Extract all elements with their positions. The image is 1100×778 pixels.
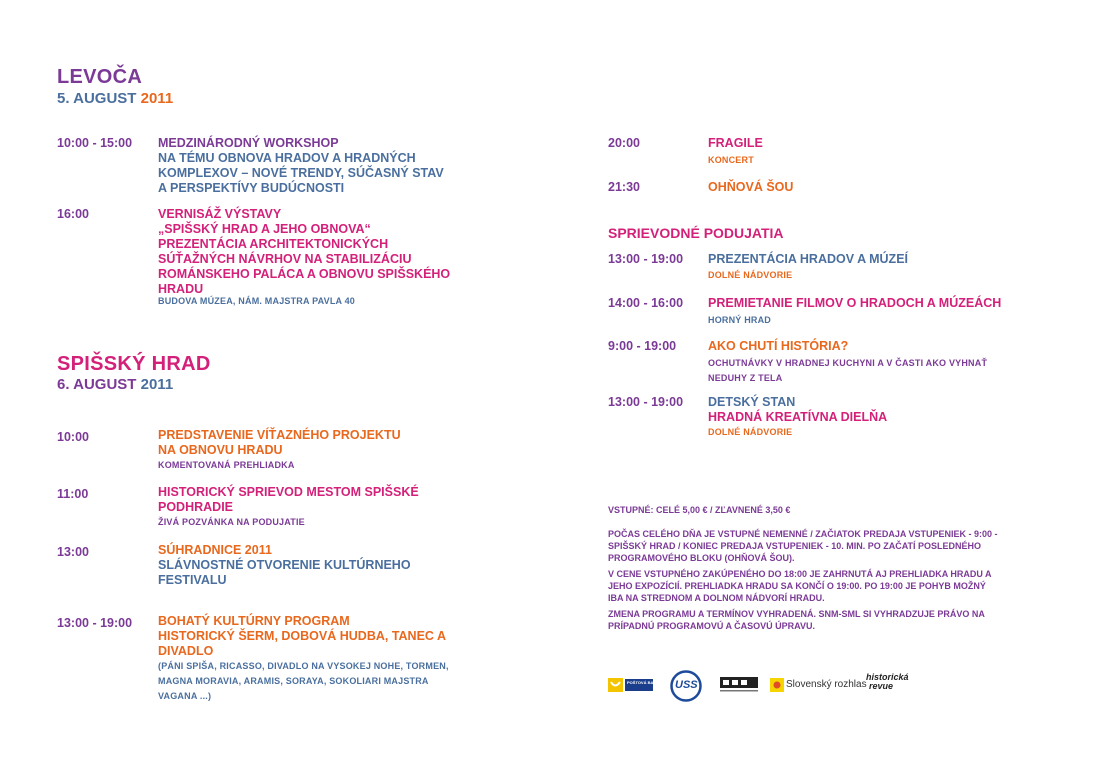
event-time: 20:00 <box>608 136 640 150</box>
historicka-revue-logo: historická revue <box>866 672 909 691</box>
info-paragraph: V CENE VSTUPNÉHO ZAKÚPENÉHO DO 18:00 JE ZAHRNUTÁ AJ PREHLIADKA HRADU A JEHO EXPOZÍCIÍ. PREHLIADKA HRADU SA KONČÍ O 19:00. PO 19:00 JE POHYB MOŽNÝ IBA NA STREDNOM A DOLNOM NÁDVORÍ HRADU. <box>608 569 992 603</box>
bank-name: POŠTOVÁ BANKA <box>627 680 663 685</box>
event-title: DETSKÝ STAN HRADNÁ KREATÍVNA DIELŇA <box>708 395 888 424</box>
levoca-date: 5. AUGUST 2011 <box>57 90 174 107</box>
event-title: HISTORICKÝ SPRIEVOD MESTOM SPIŠSKÉ PODHRADIE <box>158 485 419 514</box>
institution-logo <box>720 677 758 693</box>
event-time: 10:00 - 15:00 <box>57 136 133 150</box>
levoca-heading: LEVOČA <box>57 66 143 88</box>
event-time: 13:00 - 19:00 <box>608 395 684 409</box>
event-title: OHŇOVÁ ŠOU <box>708 180 794 194</box>
event-time: 13:00 - 19:00 <box>57 616 133 630</box>
event-note: DOLNÉ NÁDVORIE <box>708 270 793 280</box>
info-paragraph: POČAS CELÉHO DŇA JE VSTUPNÉ NEMENNÉ / ZAČIATOK PREDAJA VSTUPENIEK - 9:00 - SPIŠSKÝ HRAD / KONIEC PREDAJA VSTUPENIEK - 10. MIN. PO ZAČATÍ POSLEDNÉHO PROGRAMOVÉHO BLOKU (OHŇOVÁ ŠOU). <box>608 529 998 563</box>
uss-logo-text: USS <box>675 679 698 691</box>
event-time: 13:00 - 19:00 <box>608 252 684 266</box>
event-title: PREZENTÁCIA HRADOV A MÚZEÍ <box>708 252 908 266</box>
event-note: HORNÝ HRAD <box>708 315 772 325</box>
event-title: PREMIETANIE FILMOV O HRADOCH A MÚZEÁCH <box>708 296 1002 310</box>
rozhlas-logo-text: Slovenský rozhlas <box>786 679 867 690</box>
event-note: (PÁNI SPIŠA, RICASSO, DIVADLO NA VYSOKEJ NOHE, TORMEN, MAGNA MORAVIA, ARAMIS, SORAYA, SOKOLIARI MAJSTRA VAGANA ...) <box>158 661 449 701</box>
hrad-date: 6. AUGUST 2011 <box>57 376 174 393</box>
info-paragraph: ZMENA PROGRAMU A TERMÍNOV VYHRADENÁ. SNM-SML SI VYHRADZUJE PRÁVO NA PRÍPADNÚ PROGRAMOVÚ A ČASOVÚ ÚPRAVU. <box>608 609 985 631</box>
hrad-heading: SPIŠSKÝ HRAD <box>57 353 211 375</box>
event-note: KOMENTOVANÁ PREHLIADKA <box>158 460 295 470</box>
rozhlas-icon <box>770 678 784 692</box>
event-time: 21:30 <box>608 180 640 194</box>
event-time: 11:00 <box>57 487 89 501</box>
event-note: OCHUTNÁVKY V HRADNEJ KUCHYNI A V ČASTI AKO VYHNAŤ NEDUHY Z TELA <box>708 358 988 383</box>
event-title: FRAGILE <box>708 136 763 150</box>
event-title: SÚHRADNICE 2011 SLÁVNOSTNÉ OTVORENIE KULTÚRNEHO FESTIVALU <box>158 543 411 587</box>
event-note: ŽIVÁ POZVÁNKA NA PODUJATIE <box>158 517 305 527</box>
event-title: PREDSTAVENIE VÍŤAZNÉHO PROJEKTU NA OBNOVU HRADU <box>158 428 401 457</box>
event-time: 9:00 - 19:00 <box>608 339 677 353</box>
event-time: 13:00 <box>57 545 89 559</box>
event-title: BOHATÝ KULTÚRNY PROGRAM HISTORICKÝ ŠERM, DOBOVÁ HUDBA, TANEC A DIVADLO <box>158 614 446 658</box>
price-info: VSTUPNÉ: CELÉ 5,00 € / ZĽAVNENÉ 3,50 € <box>608 505 791 515</box>
event-time: 10:00 <box>57 430 89 444</box>
side-events-heading: SPRIEVODNÉ PODUJATIA <box>608 225 784 241</box>
event-time: 16:00 <box>57 207 89 221</box>
event-title: AKO CHUTÍ HISTÓRIA? <box>708 339 849 353</box>
event-note: KONCERT <box>708 155 754 165</box>
event-note: DOLNÉ NÁDVORIE <box>708 427 793 437</box>
event-title: MEDZINÁRODNÝ WORKSHOP NA TÉMU OBNOVA HRADOV A HRADNÝCH KOMPLEXOV – NOVÉ TRENDY, SÚČASNÝ STAV A PERSPEKTÍVY BUDÚCNOSTI <box>158 136 444 195</box>
event-title: VERNISÁŽ VÝSTAVY „SPIŠSKÝ HRAD A JEHO OBNOVA“ PREZENTÁCIA ARCHITEKTONICKÝCH SÚŤAŽNÝCH NÁVRHOV NA STABILIZÁCIU ROMÁNSKEHO PALÁCA A OBNOVU SPIŠSKÉHO HRADU <box>158 207 451 296</box>
event-note: BUDOVA MÚZEA, NÁM. MAJSTRA PAVLA 40 <box>158 296 356 306</box>
event-time: 14:00 - 16:00 <box>608 296 684 310</box>
